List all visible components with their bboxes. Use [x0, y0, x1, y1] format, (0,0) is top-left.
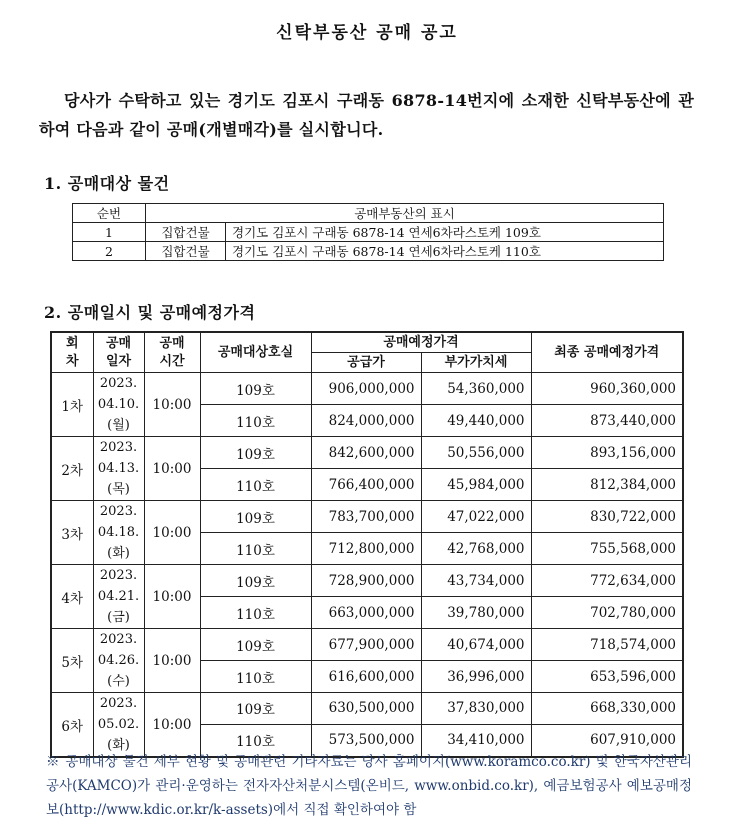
header-final: 최종 공매예정가격	[531, 332, 683, 373]
table-row	[51, 373, 683, 405]
final-cell: 755,568,000	[531, 533, 683, 565]
final-cell: 960,360,000	[531, 373, 683, 405]
table-row	[51, 565, 683, 597]
date-cell: 2023. 04.21. (금)	[93, 565, 144, 629]
schedule-header-row	[51, 332, 683, 353]
vat-cell: 34,410,000	[421, 724, 531, 757]
unit-cell: 110호	[200, 724, 311, 757]
header-no: 순번	[73, 204, 146, 223]
vat-cell: 54,360,000	[421, 373, 531, 405]
section-1-heading: 1. 공매대상 물건	[44, 174, 170, 193]
table-row	[73, 223, 664, 242]
vat-cell: 43,734,000	[421, 565, 531, 597]
supply-cell: 677,900,000	[311, 629, 421, 661]
item-address: 경기도 김포시 구래동 6878-14 연세6차라스토케 110호	[226, 242, 664, 261]
item-no: 1	[73, 223, 146, 242]
round-cell: 4차	[51, 565, 93, 629]
item-no: 2	[73, 242, 146, 261]
vat-cell: 37,830,000	[421, 693, 531, 725]
schedule-body	[51, 373, 683, 758]
round-cell: 1차	[51, 373, 93, 437]
vat-cell: 45,984,000	[421, 469, 531, 501]
time-cell: 10:00	[144, 629, 200, 693]
unit-cell: 110호	[200, 469, 311, 501]
final-cell: 702,780,000	[531, 597, 683, 629]
vat-cell: 39,780,000	[421, 597, 531, 629]
unit-cell: 109호	[200, 501, 311, 533]
table-row	[73, 242, 664, 261]
vat-cell: 40,674,000	[421, 629, 531, 661]
final-cell: 812,384,000	[531, 469, 683, 501]
header-price-group: 공매예정가격	[311, 332, 531, 353]
header-unit: 공매대상호실	[200, 332, 311, 373]
header-date: 공매 일자	[93, 332, 144, 373]
unit-cell: 110호	[200, 405, 311, 437]
final-cell: 873,440,000	[531, 405, 683, 437]
items-header-row	[73, 204, 664, 223]
item-address: 경기도 김포시 구래동 6878-14 연세6차라스토케 109호	[226, 223, 664, 242]
date-cell: 2023. 05.02. (화)	[93, 693, 144, 758]
item-type: 집합건물	[146, 242, 226, 261]
schedule-table	[50, 331, 684, 758]
unit-cell: 110호	[200, 533, 311, 565]
unit-cell: 110호	[200, 597, 311, 629]
footnote: ※ 공매대상 물건 세부 현황 및 공매관련 기타자료는 당사 홈페이지(www.koramco.co.kr) 및 한국자산관리공사(KAMCO)가 관리·운영하는 전자자산처분시스템(온비드, www.onbid.co.kr), 예금보험공사 예보공매정보(http://www.kdic.or.kr/k-assets)에서 직접 확인하여야 함	[46, 754, 692, 818]
supply-cell: 573,500,000	[311, 724, 421, 757]
unit-cell: 110호	[200, 661, 311, 693]
page-title: 신탁부동산 공매 공고	[276, 23, 458, 43]
unit-cell: 109호	[200, 565, 311, 597]
time-cell: 10:00	[144, 373, 200, 437]
round-cell: 6차	[51, 693, 93, 758]
date-cell: 2023. 04.26. (수)	[93, 629, 144, 693]
header-desc: 공매부동산의 표시	[146, 204, 664, 223]
supply-cell: 766,400,000	[311, 469, 421, 501]
date-cell: 2023. 04.18. (화)	[93, 501, 144, 565]
time-cell: 10:00	[144, 565, 200, 629]
date-cell: 2023. 04.13. (목)	[93, 437, 144, 501]
final-cell: 893,156,000	[531, 437, 683, 469]
final-cell: 830,722,000	[531, 501, 683, 533]
table-row	[51, 501, 683, 533]
final-cell: 718,574,000	[531, 629, 683, 661]
intro-text: 당사가 수탁하고 있는 경기도 김포시 구래동 6878-14번지에 소재한 신탁부동산에 관하여 다음과 같이 공매(개별매각)를 실시합니다.	[39, 91, 694, 139]
time-cell: 10:00	[144, 693, 200, 758]
table-row	[51, 693, 683, 725]
supply-cell: 783,700,000	[311, 501, 421, 533]
supply-cell: 842,600,000	[311, 437, 421, 469]
header-vat: 부가가치세	[421, 353, 531, 373]
round-cell: 3차	[51, 501, 93, 565]
supply-cell: 712,800,000	[311, 533, 421, 565]
supply-cell: 906,000,000	[311, 373, 421, 405]
vat-cell: 49,440,000	[421, 405, 531, 437]
vat-cell: 47,022,000	[421, 501, 531, 533]
time-cell: 10:00	[144, 501, 200, 565]
header-round: 회 차	[51, 332, 93, 373]
unit-cell: 109호	[200, 373, 311, 405]
section-2-heading: 2. 공매일시 및 공매예정가격	[44, 303, 256, 322]
final-cell: 772,634,000	[531, 565, 683, 597]
supply-cell: 663,000,000	[311, 597, 421, 629]
round-cell: 2차	[51, 437, 93, 501]
item-type: 집합건물	[146, 223, 226, 242]
unit-cell: 109호	[200, 629, 311, 661]
table-row	[51, 629, 683, 661]
final-cell: 607,910,000	[531, 724, 683, 757]
table-row	[51, 437, 683, 469]
vat-cell: 42,768,000	[421, 533, 531, 565]
vat-cell: 50,556,000	[421, 437, 531, 469]
supply-cell: 616,600,000	[311, 661, 421, 693]
supply-cell: 630,500,000	[311, 693, 421, 725]
supply-cell: 728,900,000	[311, 565, 421, 597]
items-table	[72, 203, 664, 261]
unit-cell: 109호	[200, 693, 311, 725]
intro-paragraph	[39, 86, 694, 144]
vat-cell: 36,996,000	[421, 661, 531, 693]
header-time: 공매 시간	[144, 332, 200, 373]
header-supply: 공급가	[311, 353, 421, 373]
date-cell: 2023. 04.10. (월)	[93, 373, 144, 437]
round-cell: 5차	[51, 629, 93, 693]
unit-cell: 109호	[200, 437, 311, 469]
final-cell: 653,596,000	[531, 661, 683, 693]
time-cell: 10:00	[144, 437, 200, 501]
final-cell: 668,330,000	[531, 693, 683, 725]
supply-cell: 824,000,000	[311, 405, 421, 437]
